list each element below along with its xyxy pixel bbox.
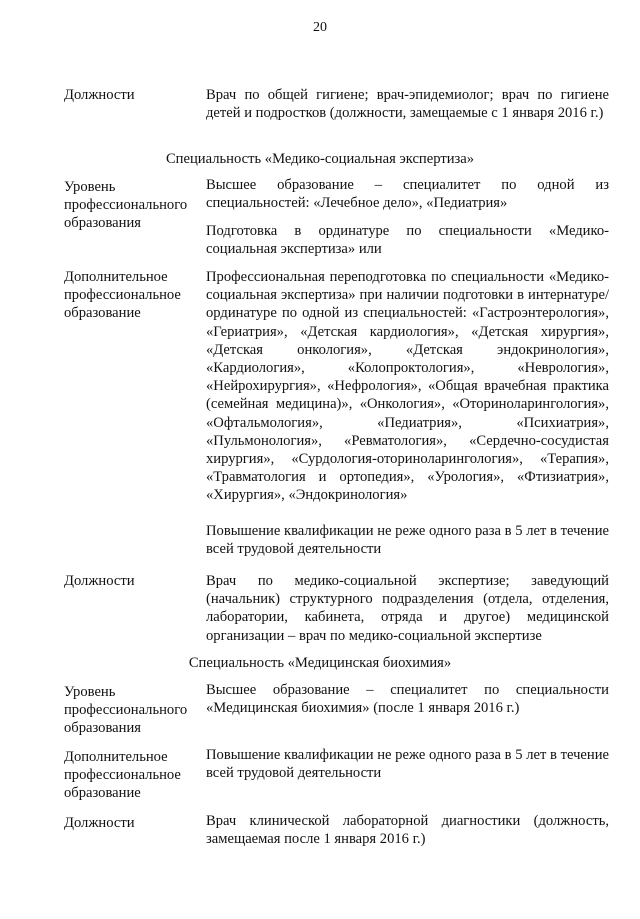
positions-label: Должности xyxy=(64,815,135,831)
positions-text: Врач клинической лабораторной диагностики (должность, замещаемая после 1 января 2016 г.) xyxy=(206,813,609,848)
education-level-text: Высшее образование – специалитет по одной из специальностей: «Лечебное дело», «Педиатрия» xyxy=(206,177,609,212)
education-level-text: Высшее образование – специалитет по специальности «Медицинская биохимия» (после 1 января 2016 г.) xyxy=(206,682,609,717)
residency-text: Подготовка в ординатуре по специальности «Медико-социальная экспертиза» или xyxy=(206,223,609,258)
additional-education-label: Дополнительное профессиональное образование xyxy=(64,269,181,322)
positions-text: Врач по общей гигиене; врач-эпидемиолог; врач по гигиене детей и подростков (должности, замещаемые с 1 января 2016 г.) xyxy=(206,87,609,122)
positions-text: Врач по медико-социальной экспертизе; заведующий (начальник) структурного подразделения (отдела, отделения, лаборатории, кабинета, отряда и другое) медицинской организации – врач по медико-социальной экспертизе xyxy=(206,573,609,644)
qualification-text: Повышение квалификации не реже одного раза в 5 лет в течение всей трудовой деятельности xyxy=(206,747,609,782)
positions-label: Должности xyxy=(64,87,135,103)
education-level-label: Уровень профессионального образования xyxy=(64,179,188,232)
positions-label: Должности xyxy=(64,573,135,589)
section-heading-biochemistry: Специальность «Медицинская биохимия» xyxy=(188,655,452,671)
retraining-text: Профессиональная переподготовка по специальности «Медико-социальная экспертиза» при наличии подготовки в интернатуре/ординатуре по одной из специальностей: «Гастроэнтерология», «Гериатрия», «Детская кардиология», «Детская хирургия», «Детская онкология», «Детская эндокринология», «Кардиология», «Колопроктология», «Неврология», «Нейрохирургия», «Нефрология», «Общая врачебная практика (семейная медицина)», «Онкология», «Оториноларингология», «Офтальмология», «Педиатрия», «Психиатрия», «Пульмонология», «Ревматология», «Сердечно-сосудистая хирургия», «Сурдология-оториноларингология», «Терапия», «Травматология и ортопедия», «Урология», «Фтизиатрия», «Хирургия», «Эндокринология» xyxy=(206,269,609,504)
additional-education-label: Дополнительное профессиональное образование xyxy=(64,749,181,802)
qualification-text: Повышение квалификации не реже одного раза в 5 лет в течение всей трудовой деятельности xyxy=(206,523,609,558)
education-level-label: Уровень профессионального образования xyxy=(64,684,188,737)
page-number: 20 xyxy=(313,20,327,35)
section-heading-mse: Специальность «Медико-социальная экспертиза» xyxy=(165,151,475,167)
